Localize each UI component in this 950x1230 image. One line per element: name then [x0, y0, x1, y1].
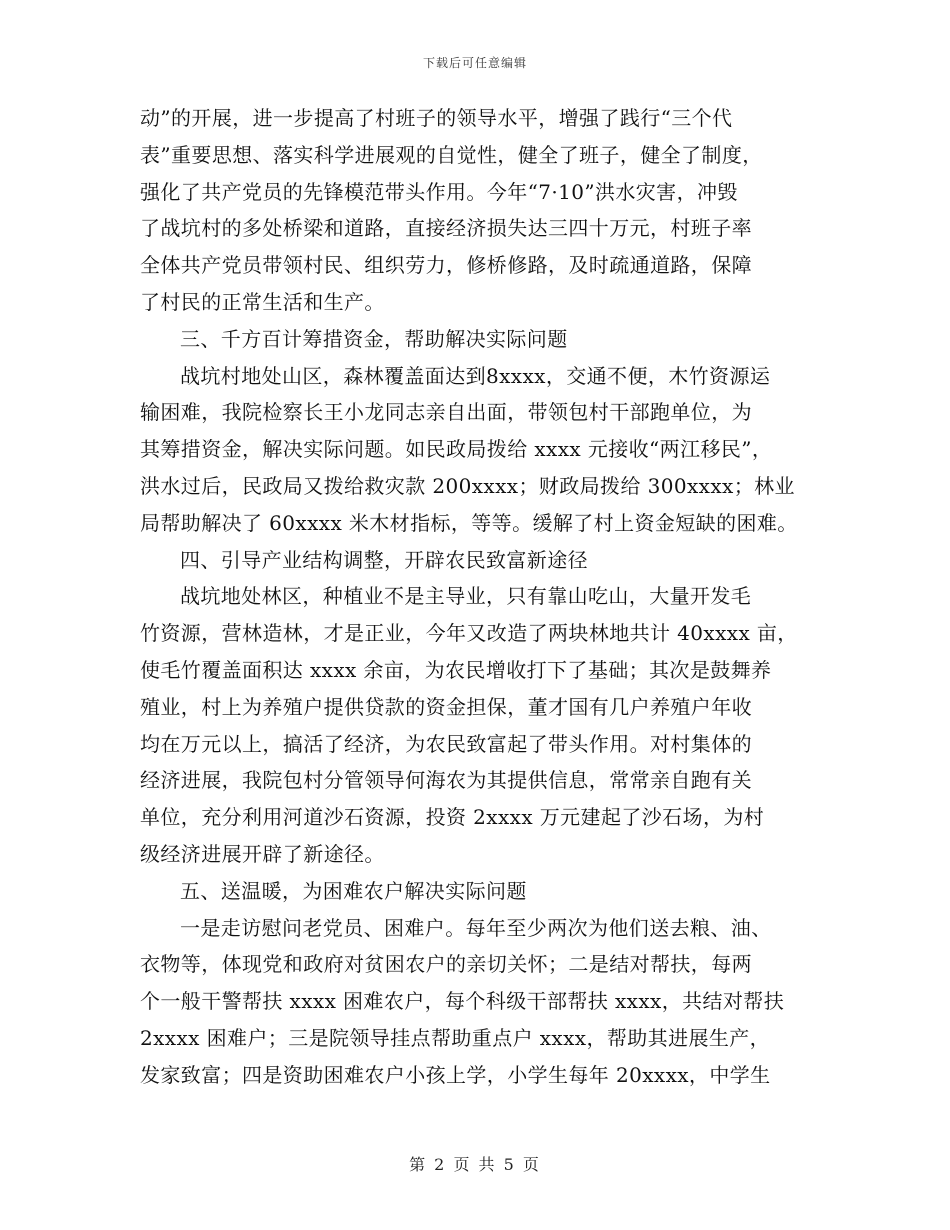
text-line: 五、送温暖，为困难农户解决实际问题	[180, 878, 527, 903]
text-line: 殖业，村上为养殖户提供贷款的资金担保，董才国有几户养殖户年收	[140, 694, 752, 719]
text-line: 全体共产党员带领村民、组织劳力，修桥修路，及时疏通道路，保障	[140, 253, 752, 278]
text-line: 了村民的正常生活和生产。	[140, 289, 385, 314]
text-line: 个一般干警帮扶 xxxx 困难农户，每个科级干部帮扶 xxxx，共结对帮扶	[140, 989, 785, 1014]
text-line: 洪水过后，民政局又拨给救灾款 200xxxx；财政局拨给 300xxxx；林业	[140, 473, 795, 498]
text-line: 发家致富；四是资助困难农户小孩上学，小学生每年 20xxxx，中学生	[140, 1062, 771, 1087]
text-line: 2xxxx 困难户；三是院领导挂点帮助重点户 xxxx，帮助其进展生产，	[140, 1025, 771, 1050]
text-line: 强化了共产党员的先锋模范带头作用。今年“7·10”洪水灾害，冲毁	[140, 179, 738, 204]
text-line: 一是走访慰问老党员、困难户。每年至少两次为他们送去粮、油、	[180, 915, 772, 940]
text-line: 经济进展，我院包村分管领导何海农为其提供信息，常常亲自跑有关	[140, 768, 752, 793]
text-line: 衣物等，体现党和政府对贫困农户的亲切关怀；二是结对帮扶，每两	[140, 952, 752, 977]
text-line: 表”重要思想、落实科学进展观的自觉性，健全了班子，健全了制度，	[140, 142, 763, 167]
text-line: 均在万元以上，搞活了经济，为农民致富起了带头作用。对村集体的	[140, 731, 752, 756]
text-line: 三、千方百计筹措资金，帮助解决实际问题	[180, 326, 568, 351]
text-line: 了战坑村的多处桥梁和道路，直接经济损失达三四十万元，村班子率	[140, 216, 752, 241]
text-line: 动”的开展，进一步提高了村班子的领导水平，增强了践行“三个代	[140, 106, 733, 130]
text-line: 输困难，我院检察长王小龙同志亲自出面，带领包村干部跑单位，为	[140, 400, 752, 425]
page-number: 第 2 页 共 5 页	[409, 1155, 541, 1174]
text-line: 竹资源，营林造林，才是正业，今年又改造了两块林地共计 40xxxx 亩，	[140, 621, 798, 646]
text-line: 级经济进展开辟了新途径。	[140, 841, 385, 866]
text-line: 其筹措资金，解决实际问题。如民政局拨给 xxxx 元接收“两江移民”，	[140, 437, 773, 462]
text-line: 战坑地处林区，种植业不是主导业，只有靠山吃山，大量开发毛	[180, 584, 752, 609]
text-line: 单位，充分利用河道沙石资源，投资 2xxxx 万元建起了沙石场，为村	[140, 805, 765, 830]
text-line: 战坑村地处山区，森林覆盖面达到8xxxx，交通不便，木竹资源运	[180, 363, 771, 388]
text-line: 使毛竹覆盖面积达 xxxx 余亩，为农民增收打下了基础；其次是鼓舞养	[140, 657, 772, 682]
text-line: 局帮助解决了 60xxxx 米木材指标，等等。缓解了村上资金短缺的困难。	[140, 510, 798, 535]
page-header-note: 下载后可任意编辑	[422, 56, 527, 70]
text-line: 四、引导产业结构调整，开辟农民致富新途径	[180, 547, 588, 572]
document-body	[140, 100, 820, 1094]
